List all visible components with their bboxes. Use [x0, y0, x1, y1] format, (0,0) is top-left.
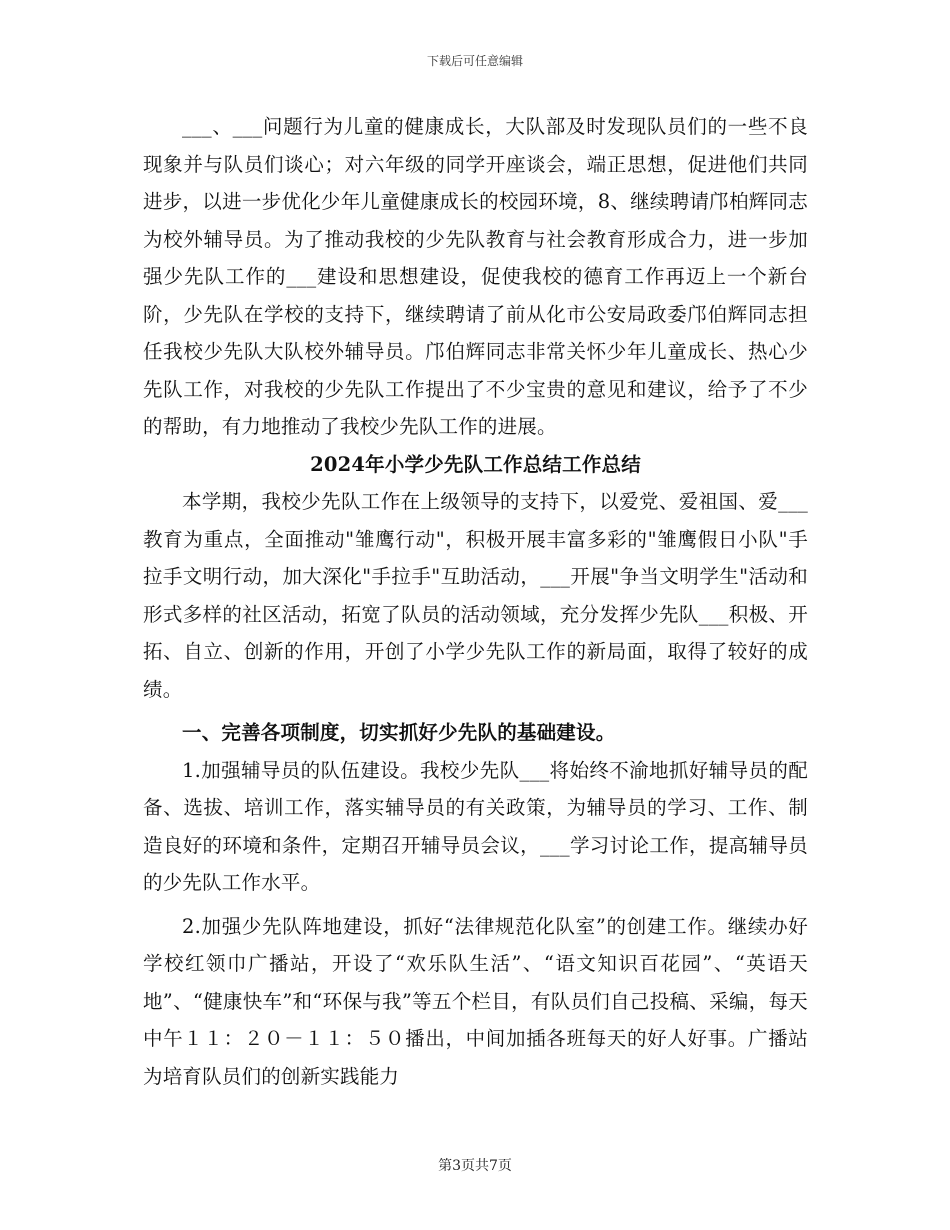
document-body [143, 108, 808, 1095]
page-header-note: 下载后可任意编辑 [426, 54, 523, 68]
intro-paragraph: 本学期，我校少先队工作在上级领导的支持下，以爱党、爱祖国、爱___教育为重点，全面推动"雏鹰行动"，积极开展丰富多彩的"雏鹰假日小队"手拉手文明行动，加大深化"手拉手"互助活动，___开展"争当文明学生"活动和形式多样的社区活动，拓宽了队员的活动领域，充分发挥少先队___积极、开拓、自立、创新的作用，开创了小学少先队工作的新局面，取得了较好的成绩。 [143, 490, 808, 701]
document-title: 2024年小学少先队工作总结工作总结 [310, 452, 641, 476]
page-number: 第3页共7页 [438, 1158, 512, 1174]
item-paragraph-1: 1.加强辅导员的队伍建设。我校少先队___将始终不渝地抓好辅导员的配备、选拔、培训工作，落实辅导员的有关政策，为辅导员的学习、工作、制造良好的环境和条件，定期召开辅导员会议，___学习讨论工作，提高辅导员的少先队工作水平。 [143, 758, 808, 894]
section-heading-1: 一、完善各项制度，切实抓好少先队的基础建设。 [182, 721, 616, 744]
continued-paragraph: ___、___问题行为儿童的健康成长，大队部及时发现队员们的一些不良现象并与队员们谈心；对六年级的同学开座谈会，端正思想，促进他们共同进步，以进一步优化少年儿童健康成长的校园环境，8、继续聘请邝柏辉同志为校外辅导员。为了推动我校的少先队教育与社会教育形成合力，进一步加强少先队工作的___建设和思想建设，促使我校的德育工作再迈上一个新台阶，少先队在学校的支持下，继续聘请了前从化市公安局政委邝伯辉同志担任我校少先队大队校外辅导员。邝伯辉同志非常关怀少年儿童成长、热心少先队工作，对我校的少先队工作提出了不少宝贵的意见和建议，给予了不少的帮助，有力地推动了我校少先队工作的进展。 [143, 115, 808, 438]
item-paragraph-2: 2.加强少先队阵地建设，抓好“法律规范化队室”的创建工作。继续办好学校红领巾广播站，开设了“欢乐队生活”、“语文知识百花园”、“英语天地”、“健康快车”和“环保与我”等五个栏目，有队员们自己投稿、采编，每天中午１１：２０－１１：５０播出，中间加插各班每天的好人好事。广播站为培育队员们的创新实践能力 [143, 914, 808, 1088]
